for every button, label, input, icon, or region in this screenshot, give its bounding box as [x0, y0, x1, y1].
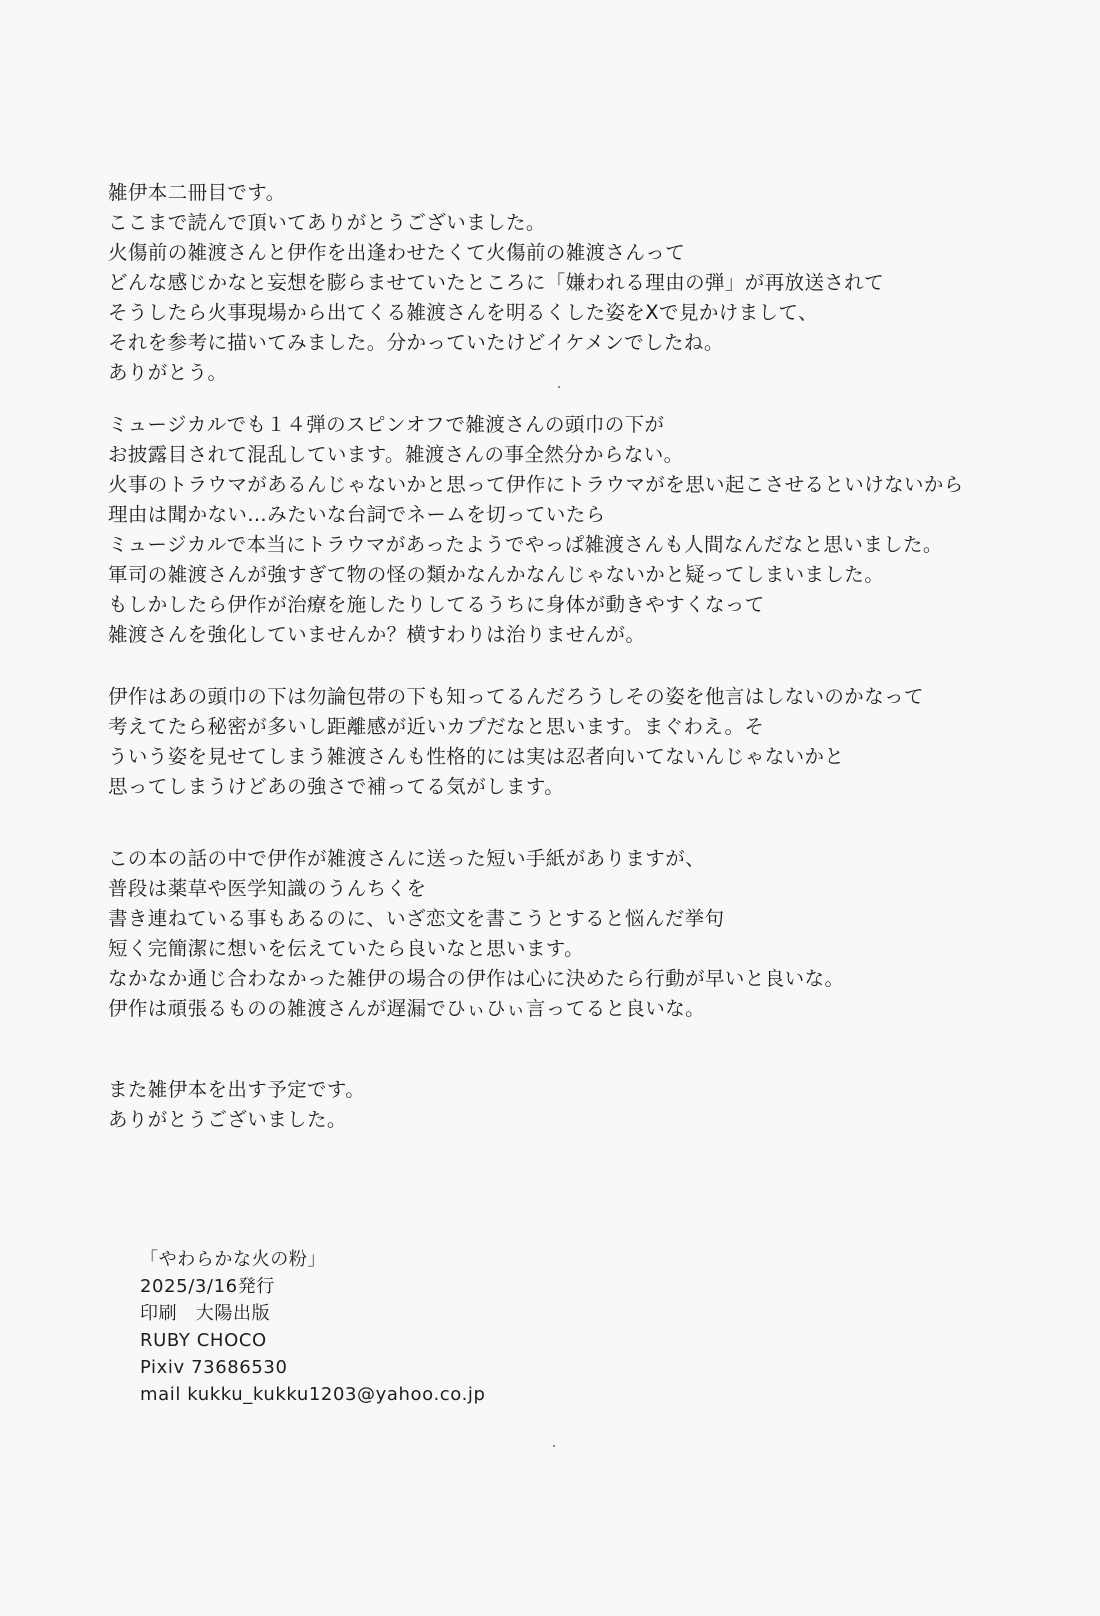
text-line: お披露目されて混乱しています。雑渡さんの事全然分からない。: [108, 443, 684, 466]
text-line: それを参考に描いてみました。分かっていたけどイケメンでしたね。: [108, 331, 724, 354]
paragraph: [108, 1075, 365, 1135]
pixiv-id: Pixiv 73686530: [140, 1357, 288, 1378]
text-line: 理由は聞かない…みたいな台詞でネームを切っていたら: [108, 503, 606, 526]
text-line: ありがとう。: [108, 361, 228, 384]
text-line: 思ってしまうけどあの強さで補ってる気がします。: [108, 775, 565, 798]
text-line: ありがとうございました。: [108, 1108, 347, 1131]
text-line: 雑渡さんを強化していませんか？横すわりは治りませんが。: [108, 623, 646, 646]
mail-address: mail kukku_kukku1203@yahoo.co.jp: [140, 1384, 486, 1405]
text-line: ういう姿を見せてしまう雑渡さんも性格的には実は忍者向いてないんじゃないかと: [108, 745, 845, 768]
text-line: 短く完簡潔に想いを伝えていたら良いなと思います。: [108, 937, 585, 960]
text-line: 考えてたら秘密が多いし距離感が近いカプだなと思います。まぐわえ。そ: [108, 715, 765, 738]
colophon: [140, 1246, 740, 1408]
paragraph: [108, 844, 844, 1024]
publish-date: 2025/3/16発行: [140, 1276, 275, 1297]
book-title: 「やわらかな火の粉」: [140, 1249, 326, 1270]
text-line: どんな感じかなと妄想を膨らませていたところに「嫌われる理由の弾」が再放送されて: [108, 271, 885, 294]
text-line: なかなか通じ合わなかった雑伊の場合の伊作は心に決めたら行動が早いと良いな。: [108, 967, 845, 990]
text-line: ここまで読んで頂いてありがとうございました。: [108, 211, 546, 234]
text-line: 伊作はあの頭巾の下は勿論包帯の下も知ってるんだろうしその姿を他言はしないのかなって: [108, 685, 924, 708]
text-line: ミュージカルで本当にトラウマがあったようでやっぱ雑渡さんも人間なんだなと思いました。: [108, 533, 943, 556]
print-speck: [553, 1445, 555, 1447]
text-line: 火事のトラウマがあるんじゃないかと思って伊作にトラウマがを思い起こさせるといけないから: [108, 473, 964, 496]
text-line: この本の話の中で伊作が雑渡さんに送った短い手紙がありますが、: [108, 847, 706, 870]
paragraph: [108, 178, 884, 388]
text-line: 火傷前の雑渡さんと伊作を出逢わせたくて火傷前の雑渡さんって: [108, 241, 686, 264]
circle-name: RUBY CHOCO: [140, 1330, 267, 1351]
text-line: 雑伊本二冊目です。: [108, 181, 286, 204]
text-line: もしかしたら伊作が治療を施したりしてるうちに身体が動きやすくなって: [108, 593, 765, 616]
text-line: 普段は薬草や医学知識のうんちくを: [108, 877, 427, 900]
text-line: 書き連ねている事もあるのに、いざ恋文を書こうとすると悩んだ挙句: [108, 907, 725, 930]
text-line: そうしたら火事現場から出てくる雑渡さんを明るくした姿をXで見かけまして、: [108, 301, 818, 324]
printer: 印刷 大陽出版: [140, 1303, 271, 1324]
text-line: ミュージカルでも１４弾のスピンオフで雑渡さんの頭巾の下が: [108, 413, 665, 436]
text-line: また雑伊本を出す予定です。: [108, 1078, 366, 1101]
print-speck: [558, 386, 560, 388]
text-line: 伊作は頑張るものの雑渡さんが遅漏でひぃひぃ言ってると良いな。: [108, 997, 706, 1020]
text-line: 軍司の雑渡さんが強すぎて物の怪の類かなんかなんじゃないかと疑ってしまいました。: [108, 563, 885, 586]
paragraph: [108, 410, 964, 650]
paragraph: [108, 682, 924, 802]
